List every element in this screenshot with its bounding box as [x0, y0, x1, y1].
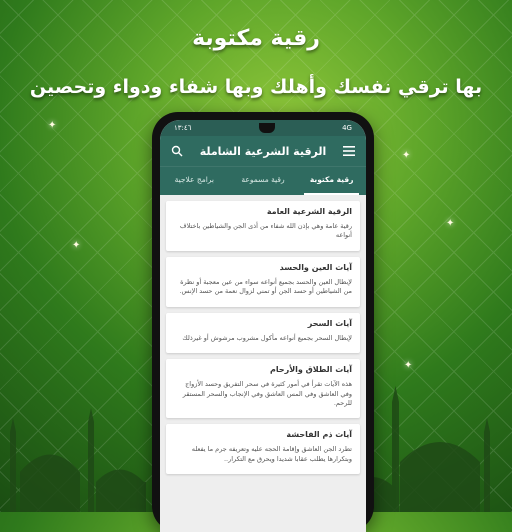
list-item-title: آيات السحر	[307, 318, 352, 328]
tab-written-ruqya[interactable]: رقية مكتوبة	[297, 167, 366, 195]
list-item-title: آيات الطلاق والأرحام	[269, 365, 352, 375]
star-icon: ✦	[72, 240, 81, 251]
list-item[interactable]	[166, 201, 360, 251]
star-icon: ✦	[48, 120, 57, 131]
list-item[interactable]	[166, 257, 360, 307]
list-item-desc: تطرد الجن العاشق وإقامة الحجه عليه وتعريفه جرم ما يفعله وبتكرارها يطلب عقابا شديدا ويحرق مع التكرار..	[191, 445, 352, 463]
status-time: ١٣:٤٦	[174, 124, 192, 132]
phone-frame	[152, 112, 374, 532]
search-icon[interactable]	[170, 144, 184, 158]
subheadline: بها ترقي نفسك وأهلك وبها شفاء ودواء وتحصين	[29, 76, 483, 98]
app-title: الرقية الشرعية الشاملة	[199, 144, 327, 158]
headline: رقية مكتوبة	[192, 26, 320, 51]
status-bar	[160, 120, 366, 136]
tab-bar	[160, 166, 366, 195]
phone-screen	[160, 120, 366, 532]
list-item[interactable]	[166, 424, 360, 474]
ruqya-list	[160, 195, 366, 532]
list-item-desc: لإبطال السحر بجميع أنواعه مأكول مشروب مرشوش أو غيرذلك	[182, 333, 352, 342]
tab-audio-ruqya[interactable]: رقية مسموعة	[241, 175, 285, 184]
list-item-title: آيات العين والحسد	[279, 262, 352, 272]
list-item-desc: هذه الآيات تقرأ في أمور كثيرة في سحر التفريق وحسد الأزواج وفي العاشق وفي المس العاشق وفي الإنجاب والسحر المستقر للرحم.	[182, 380, 352, 407]
star-icon: ✦	[402, 150, 411, 161]
list-item-title: الرقية الشرعية العامة	[266, 207, 352, 216]
camera-notch	[259, 123, 275, 133]
app-toolbar	[160, 136, 366, 166]
tab-treatment-programs[interactable]: برامج علاجية	[174, 175, 215, 184]
list-item-title: آيات ذم الفاحشة	[286, 430, 352, 440]
menu-icon[interactable]	[342, 144, 356, 158]
list-item-desc: لإبطال العين والحسد بجميع أنواعه سواء من عين معجبة أو نظرة من الشياطين أو حسد الجن أو تمني لزوال نعمة من حسد الإنس.	[179, 277, 352, 296]
list-item[interactable]	[166, 359, 360, 418]
list-item[interactable]	[166, 313, 360, 353]
list-item-desc: رقية عامة وهي بإذن الله شفاء من أذى الجن والشياطين باختلاف أنواعه	[179, 222, 352, 240]
star-icon: ✦	[446, 218, 455, 229]
status-signal: 4G	[342, 124, 352, 132]
star-icon: ✦	[404, 360, 413, 371]
